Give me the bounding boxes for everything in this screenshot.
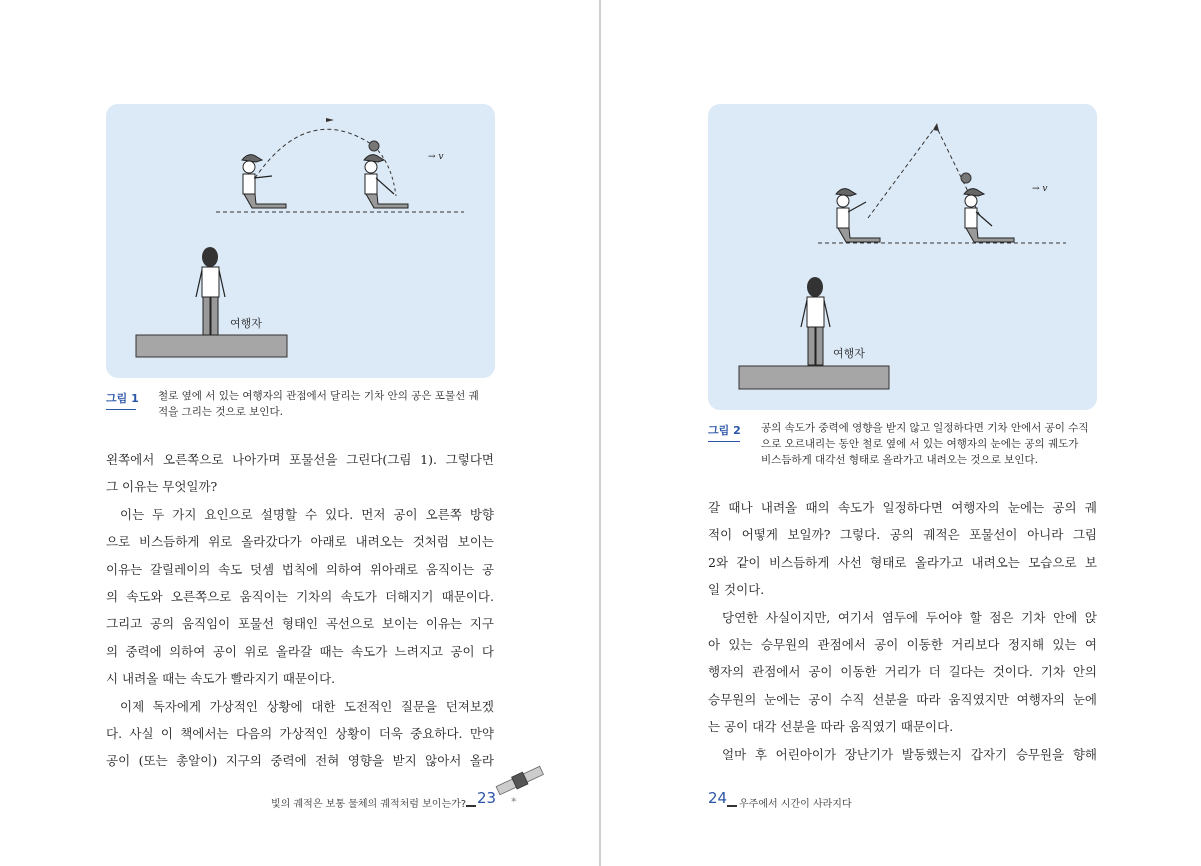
satellite-icon (490, 756, 550, 806)
body-line: 의 중력에 의하여 공이 위로 올라갈 때는 속도가 느려지고 공이 다 (106, 643, 494, 659)
ball (961, 173, 971, 183)
figure-1-caption-label: 그림 1 (106, 392, 139, 405)
figure-1-caption: 철로 옆에 서 있는 여행자의 관점에서 달리는 기차 안의 공은 포물선 궤 적을 그리는 것으로 보인다. (158, 390, 479, 418)
page-number: 24 (708, 789, 728, 807)
body-line: 당연한 사실이지만, 여기서 염두에 두어야 할 점은 기차 안에 앉 (722, 609, 1097, 625)
standing-traveler (801, 277, 830, 365)
body-line: 의 속도와 오른쪽으로 움직이는 기차의 속도가 더해지기 때문이다. (106, 589, 494, 605)
footer-dash (727, 805, 737, 807)
seated-crew-1 (836, 189, 880, 242)
body-line: 으로 비스듬하게 위로 올라갔다가 아래로 내려오는 것처럼 보이는 (106, 534, 494, 550)
trajectory-arrow-icon (933, 123, 939, 131)
body-line: 그 이유는 무엇일까? (106, 479, 218, 495)
svg-text:✶: ✶ (510, 796, 518, 806)
body-line: 2와 같이 비스듬하게 사선 형태로 올라가고 내려오는 모습으로 보 (708, 554, 1097, 570)
caption-underline (106, 409, 136, 410)
footer-title: 우주에서 시간이 사라지다 (739, 799, 852, 810)
body-line: 아 있는 승무원의 관점에서 공이 이동한 거리보다 정지해 있는 여 (708, 637, 1097, 653)
figure-2 (708, 104, 1097, 410)
body-line: 갈 때나 내려올 때의 속도가 일정하다면 여행자의 눈에는 공의 궤 (708, 500, 1097, 515)
right-body-text (708, 494, 1097, 768)
body-line: 왼쪽에서 오른쪽으로 나아가며 포물선을 그린다(그림 1). 그렇다면 (106, 452, 494, 467)
body-line: 시 내려올 때는 속도가 빨라지기 때문이다. (106, 671, 336, 687)
left-page (0, 0, 600, 866)
body-line: 그리고 공의 움직임이 포물선 형태인 곡선으로 보이는 이유는 지구 (106, 616, 494, 632)
figure-1-illustration (106, 104, 495, 378)
body-line: 는 공이 대각 선분을 따라 움직였기 때문이다. (708, 719, 954, 735)
body-line: 적이 어떻게 보일까? 그렇다. 공의 궤적은 포물선이 아니라 그림 (708, 527, 1097, 543)
trajectory-arrow-icon (326, 118, 334, 122)
platform (739, 366, 889, 389)
seated-crew-2 (964, 189, 1014, 242)
traveler-label: 여행자 (833, 347, 865, 360)
body-line: 공이 (또는 총알이) 지구의 중력에 전혀 영향을 받지 않아서 올라 (106, 753, 494, 769)
body-line: 일 것이다. (708, 582, 765, 598)
velocity-label: → v (428, 152, 444, 162)
seated-crew-1 (242, 155, 286, 208)
figure-2-caption-label: 그림 2 (708, 424, 741, 437)
caption-underline (708, 441, 740, 442)
page-number: 23 (477, 789, 497, 807)
figure-2-caption: 공의 속도가 중력에 영향을 받지 않고 일정하다면 기차 안에서 공이 수직 으로 오르내리는 동안 철로 옆에 서 있는 여행자의 눈에는 공의 궤도가 비스듬하게 대각선 형태로 올라가고 내려오는 것으로 보인다. (761, 422, 1089, 466)
body-line: 다. 사실 이 책에서는 다음의 가상적인 상황이 더욱 중요하다. 만약 (106, 726, 494, 742)
ball (369, 141, 379, 151)
platform (136, 335, 287, 357)
body-line: 이는 두 가지 요인으로 설명할 수 있다. 먼저 공이 오른쪽 방향 (120, 506, 494, 522)
diagonal-trajectory (868, 126, 980, 218)
traveler-label: 여행자 (230, 317, 262, 330)
body-line: 승무원의 눈에는 공이 수직 선분을 따라 움직였지만 여행자의 눈에 (708, 691, 1097, 707)
figure-2-illustration (708, 104, 1097, 410)
body-line: 이제 독자에게 가상적인 상황에 대한 도전적인 질문을 던져보겠 (120, 698, 494, 714)
body-line: 이유는 갈릴레이의 속도 덧셈 법칙에 의하여 위아래로 움직이는 공 (106, 561, 494, 577)
footer-dash (466, 805, 476, 807)
body-line: 얼마 후 어린아이가 장난기가 발동했는지 갑자기 승무원을 향해 (722, 746, 1097, 762)
standing-traveler (196, 247, 225, 335)
body-line: 행자의 관점에서 공이 이동한 거리가 더 길다는 것이다. 기차 안의 (708, 664, 1097, 680)
footer-title: 빛의 궤적은 보통 물체의 궤적처럼 보이는가? (271, 799, 467, 810)
figure-1 (106, 104, 495, 378)
left-body-text (106, 446, 494, 775)
velocity-label: → v (1032, 184, 1048, 194)
